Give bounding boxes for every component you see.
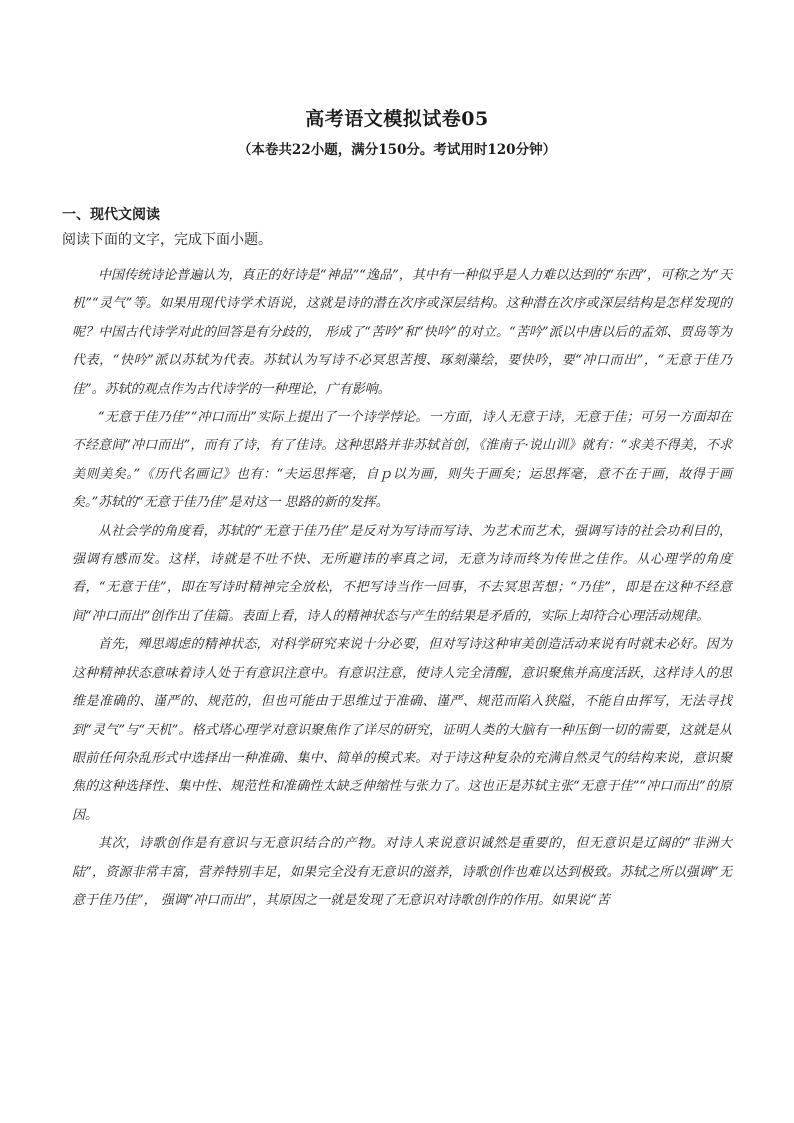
exam-title: 高考语文模拟试卷05	[305, 108, 489, 130]
reading-passage	[72, 262, 732, 915]
passage-paragraph-4: 首先，殚思竭虑的精神状态，对科学研究来说十分必要，但对写诗这种审美创造活动来说有时就未必好。因为这种精神状态意味着诗人处于有意识注意中。有意识注意，使诗人完全清醒，意识聚焦并高度活跃，这样诗人的思维是准确的、谨严的、规范的，但也可能由于思维过于准确、谨严、规范而陷入狭隘，不能自由挥写，无法寻找到“灵气”与“天机”。格式塔心理学对意识聚焦作了详尽的研究，证明人类的大脑有一种压倒一切的需要，这就是从眼前任何杂乱形式中选择出一种准确、集中、简单的模式来。对于诗这种复杂的充满自然灵气的结构来说，意识聚焦的这种选择性、集中性、规范性和准确性太缺乏伸缩性与张力了。这也正是苏轼主张“无意于佳”“冲口而出”的原因。	[72, 637, 732, 823]
passage-paragraph-5: 其次，诗歌创作是有意识与无意识结合的产物。对诗人来说意识诚然是重要的，但无意识是辽阔的“非洲大陆”，资源非常丰富，营养特别丰足，如果完全没有无意识的滋养，诗歌创作也难以达到极致。苏轼之所以强调“无意于佳乃佳”， 强调“冲口而出”，其原因之一就是发现了无意识对诗歌创作的作用。如果说“苦	[72, 836, 732, 908]
passage-paragraph-2: “无意于佳乃佳”“冲口而出”实际上提出了一个诗学悖论。一方面，诗人无意于诗，无意于佳；可另一方面却在不经意间“冲口而出”，而有了诗，有了佳诗。这种思路并非苏轼首创，《淮南子·说山训》就有：“求美不得美，不求美则美矣。”《历代名画记》也有：“夫运思挥毫，自ｐ以为画，则失于画矣；运思挥毫，意不在于画，故得于画矣。”苏轼的“无意于佳乃佳”是对这一 思路的新的发挥。	[72, 410, 732, 511]
passage-paragraph-1: 中国传统诗论普遍认为，真正的好诗是“神品”“逸品”，其中有一种似乎是人力难以达到的“东西”，可称之为“天机”“灵气”等。如果用现代诗学术语说，这就是诗的潜在次序或深层结构。这种潜在次序或深层结构是怎样发现的呢？中国古代诗学对此的回答是有分歧的， 形成了“苦吟”和“快吟”的对立。“苦吟”派以中唐以后的孟郊、贾岛等为代表，“快吟”派以苏轼为代表。苏轼认为写诗不必冥思苦搜、琢刻藻绘，要快吟，要“冲口而出”，“无意于佳乃佳”。苏轼的观点作为古代诗学的一种理论，广有影响。	[72, 268, 732, 397]
exam-subtitle: （本卷共22小题，满分150分。考试用时120分钟）	[237, 142, 557, 158]
reading-instruction: 阅读下面的文字，完成下面小题。	[62, 232, 272, 248]
passage-paragraph-3: 从社会学的角度看，苏轼的“无意于佳乃佳”是反对为写诗而写诗、为艺术而艺术，强调写诗的社会功利目的，强调有感而发。这样，诗就是不吐不快、无所避讳的率真之词，无意为诗而终为传世之佳作。从心理学的角度看，“无意于佳”，即在写诗时精神完全放松，不把写诗当作一回事，不去冥思苦想；“乃佳”，即是在这种不经意间“冲口而出”创作出了佳篇。表面上看，诗人的精神状态与产生的结果是矛盾的，实际上却符合心理活动规律。	[72, 523, 732, 624]
section-heading: 一、现代文阅读	[62, 207, 160, 223]
